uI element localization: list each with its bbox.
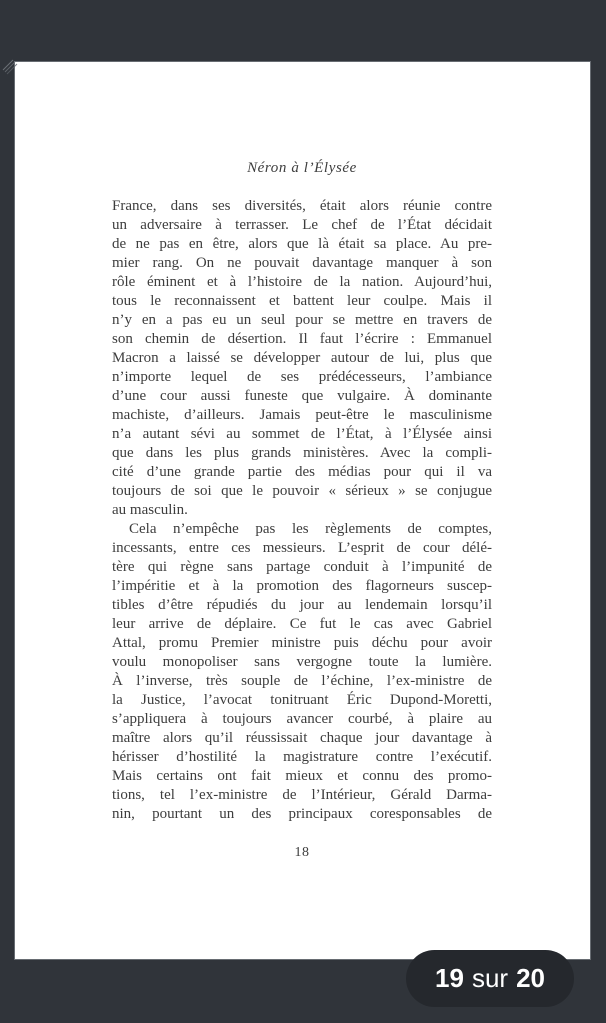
text-line: À l’inverse, très souple de l’échine, l’ex-ministre de [112, 673, 492, 689]
page-number: 18 [294, 845, 310, 860]
text-line: rôle éminent et à l’histoire de la nation. Aujourd’hui, [112, 274, 492, 290]
text-line: tions, tel l’ex-ministre de l’Intérieur, Gérald Darma- [112, 787, 492, 803]
book-page[interactable] [15, 62, 590, 959]
text-line: voulu monopoliser sans vergogne toute la lumière. [112, 654, 492, 670]
text-line: Cela n’empêche pas les règlements de comptes, [129, 521, 492, 537]
toast-total-pages: 20 [516, 963, 545, 993]
text-line: nin, pourtant un des principaux coresponsables de [112, 806, 492, 822]
text-line: tère qui règne sans partage conduit à l’impunité de [112, 559, 492, 575]
running-header: Néron à l’Élysée [247, 160, 357, 176]
text-line: son chemin de désertion. Il faut l’écrire : Emmanuel [112, 331, 492, 347]
text-line: incessants, entre ces messieurs. L’esprit de cour délé- [112, 540, 492, 556]
text-line: Macron a laissé se développer autour de lui, plus que [112, 350, 492, 366]
text-line: tibles d’être répudiés du jour au lendemain lorsqu’il [112, 597, 492, 613]
text-line: mier rang. On ne pouvait davantage manquer à son [112, 255, 492, 271]
text-line: un adversaire à terrasser. Le chef de l’État décidait [112, 217, 492, 233]
text-line: France, dans ses diversités, était alors réunie contre [112, 198, 492, 214]
text-line: l’impéritie et à la promotion des flagorneurs suscep- [112, 578, 492, 594]
text-line: leur arrive de déplaire. Ce fut le cas avec Gabriel [112, 616, 492, 632]
text-line: hérisser d’hostilité la magistrature contre l’exécutif. [112, 749, 492, 765]
text-line: la Justice, l’avocat tonitruant Éric Dupond-Moretti, [112, 692, 492, 708]
text-line: n’y en a pas eu un seul pour se mettre en travers de [112, 312, 492, 328]
text-line: cité d’une grande partie des médias pour qui il va [112, 464, 492, 480]
text-line: au masculin. [112, 502, 188, 518]
text-line: toujours de soi que le pouvoir « sérieux » se conjugue [112, 483, 492, 499]
text-line: de ne pas en être, alors que là était sa place. Au pre- [112, 236, 492, 252]
text-line: n’importe lequel de ses prédécesseurs, l’ambiance [112, 369, 492, 385]
text-line: s’appliquera à toujours avancer courbé, à plaire au [112, 711, 492, 727]
text-line: maître alors qu’il réussissait chaque jour davantage à [112, 730, 492, 746]
toast-current-page: 19 [435, 963, 464, 993]
text-line: Attal, promu Premier ministre puis déchu pour avoir [112, 635, 492, 651]
toast-separator: sur [471, 963, 509, 993]
text-line: Mais certains ont fait mieux et connu des promo- [112, 768, 492, 784]
text-line: que dans les plus grands ministères. Avec la compli- [112, 445, 492, 461]
text-line: machiste, d’ailleurs. Jamais peut-être le masculinisme [112, 407, 492, 423]
page-corner-marks [2, 59, 18, 75]
page-body-text [112, 197, 492, 824]
page-position-toast [406, 950, 574, 1007]
text-line: n’a autant sévi au sommet de l’État, à l’Élysée ainsi [112, 426, 492, 442]
text-line: d’une cour aussi funeste que vulgaire. À dominante [112, 388, 492, 404]
text-line: tous le reconnaissent et battent leur coulpe. Mais il [112, 293, 492, 309]
